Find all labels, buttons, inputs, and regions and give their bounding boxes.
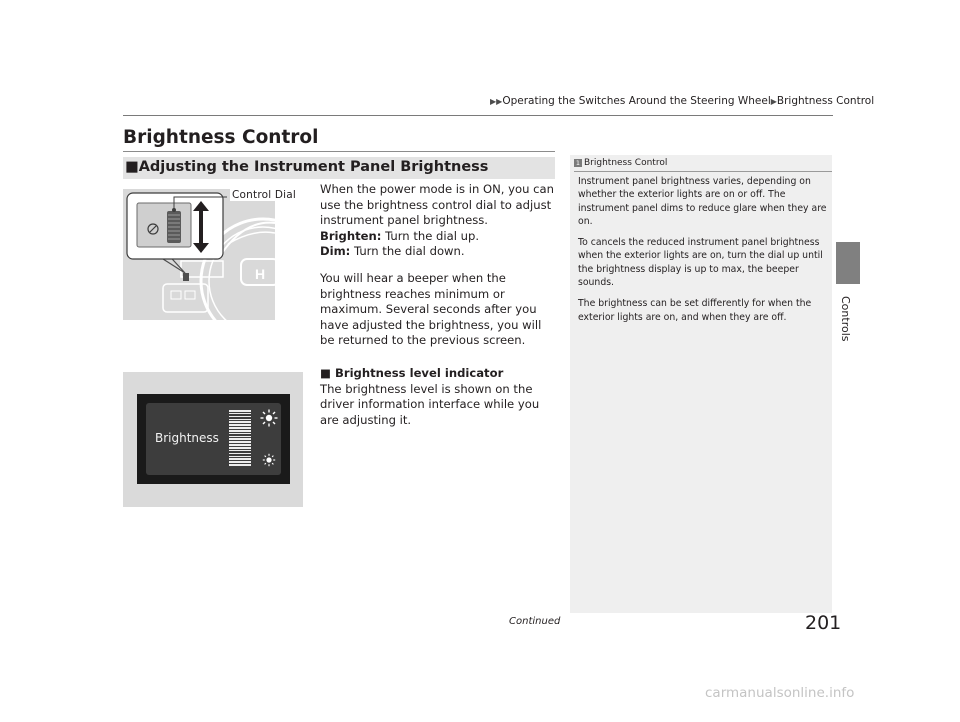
brightness-meter: [229, 410, 251, 468]
page-title: Brightness Control: [123, 127, 319, 148]
sun-small-icon: [262, 453, 276, 467]
sidebar-paragraph: To cancels the reduced instrument panel brightness when the exterior lights are on, turn the dial up until the brightness display is up to max, the beeper sounds.: [578, 237, 823, 289]
svg-text:H: H: [254, 266, 266, 282]
double-arrow-icon: ▶▶: [490, 97, 503, 106]
watermark: carmanualsonline.info: [705, 685, 855, 701]
sidebar-rule: [574, 171, 832, 172]
breadcrumb-item[interactable]: Operating the Switches Around the Steering Wheel: [502, 95, 771, 107]
continued-label: Continued: [509, 616, 561, 627]
brightness-display-illustration: [123, 372, 303, 507]
reference-number-icon: 1: [575, 158, 581, 167]
square-bullet-icon: ■: [320, 365, 331, 380]
arrow-icon: ▶: [770, 97, 777, 106]
level-indicator-paragraph: The brightness level is shown on the driver information interface while you are adjusting it.: [320, 381, 540, 427]
breadcrumb: [490, 95, 874, 107]
subsection-title: Adjusting the Instrument Panel Brightness: [138, 159, 489, 175]
level-indicator-heading: [320, 366, 555, 382]
control-dial-callout: Control Dial: [232, 189, 297, 201]
steering-wheel-illustration: [123, 189, 275, 320]
dim-line: [320, 244, 555, 260]
sun-large-icon: [260, 409, 278, 427]
sidebar-body: [578, 175, 828, 332]
breadcrumb-item[interactable]: Brightness Control: [776, 95, 875, 107]
dim-text: Turn the dial down.: [350, 244, 465, 259]
display-panel: [146, 403, 281, 475]
brighten-line: [320, 229, 555, 245]
section-tab[interactable]: [836, 242, 860, 284]
display-screen: [137, 394, 290, 484]
section-tab-label: Controls: [839, 296, 852, 342]
main-text: [320, 182, 555, 428]
dashboard-drawing: [123, 189, 275, 320]
intro-paragraph: When the power mode is in ON, you can use the brightness control dial to adjust instrument panel brightness.: [320, 182, 554, 228]
title-rule: [123, 151, 555, 152]
sidebar-heading: [574, 158, 667, 168]
beeper-paragraph: You will hear a beeper when the brightness reaches minimum or maximum. Several seconds after you have adjusted the brightness, you will be returned to the previous screen.: [320, 270, 542, 348]
brighten-label: Brighten:: [320, 228, 382, 243]
sidebar-paragraph: The brightness can be set differently for when the exterior lights are on, and when they are off.: [578, 298, 812, 323]
sidebar-heading-text: Brightness Control: [584, 158, 668, 168]
header-rule: [123, 115, 833, 116]
square-bullet-icon: ■: [125, 159, 139, 175]
subsection-heading: [125, 159, 488, 175]
level-indicator-title: Brightness level indicator: [335, 365, 504, 380]
sidebar-notes: [570, 155, 832, 613]
dim-label: Dim:: [320, 244, 351, 259]
brighten-text: Turn the dial up.: [381, 228, 480, 243]
brightness-label: Brightness: [155, 431, 219, 445]
sidebar-paragraph: Instrument panel brightness varies, depending on whether the exterior lights are on or off. The instrument panel dims to reduce glare when they are on.: [578, 176, 827, 227]
page-number: 201: [805, 612, 842, 634]
